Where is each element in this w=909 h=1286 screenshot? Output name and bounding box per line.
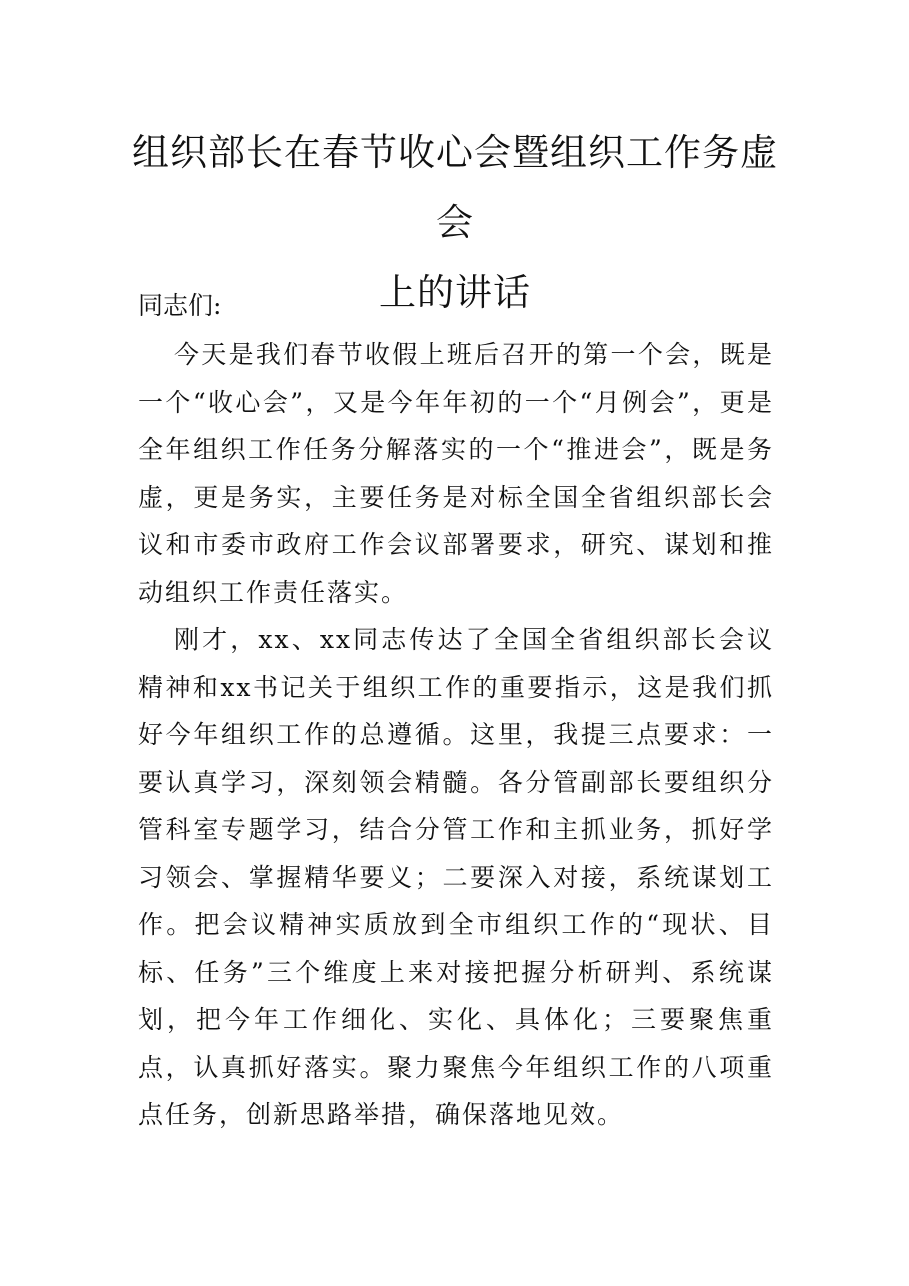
document-title-line-2: 上的讲话 <box>379 271 531 314</box>
salutation: 同志们: <box>138 291 222 320</box>
document-title-line-1: 组织部长在春节收心会暨组织工作务虚会 <box>132 131 778 244</box>
paragraph-1: 今天是我们春节收假上班后召开的第一个会，既是一个“收心会”，又是今年年初的一个“月例会”，更是全年组织工作任务分解落实的一个“推进会”，既是务虚，更是务实，主要任务是对标全国全省组织部长会议和市委市政府工作会议部署要求，研究、谋划和推动组织工作责任落实。 <box>138 340 774 607</box>
paragraph-2: 刚才，xx、xx同志传达了全国全省组织部长会议精神和xx书记关于组织工作的重要指示，这是我们抓好今年组织工作的总遵循。这里，我提三点要求：一要认真学习，深刻领会精髓。各分管副部长要组织分管科室专题学习，结合分管工作和主抓业务，抓好学习领会、掌握精华要义；二要深入对接，系统谋划工作。把会议精神实质放到全市组织工作的“现状、目标、任务”三个维度上来对接把握分析研判、系统谋划，把今年工作细化、实化、具体化；三要聚焦重点，认真抓好落实。聚力聚焦今年组织工作的八项重点任务，创新思路举措，确保落地见效。 <box>138 625 774 1129</box>
